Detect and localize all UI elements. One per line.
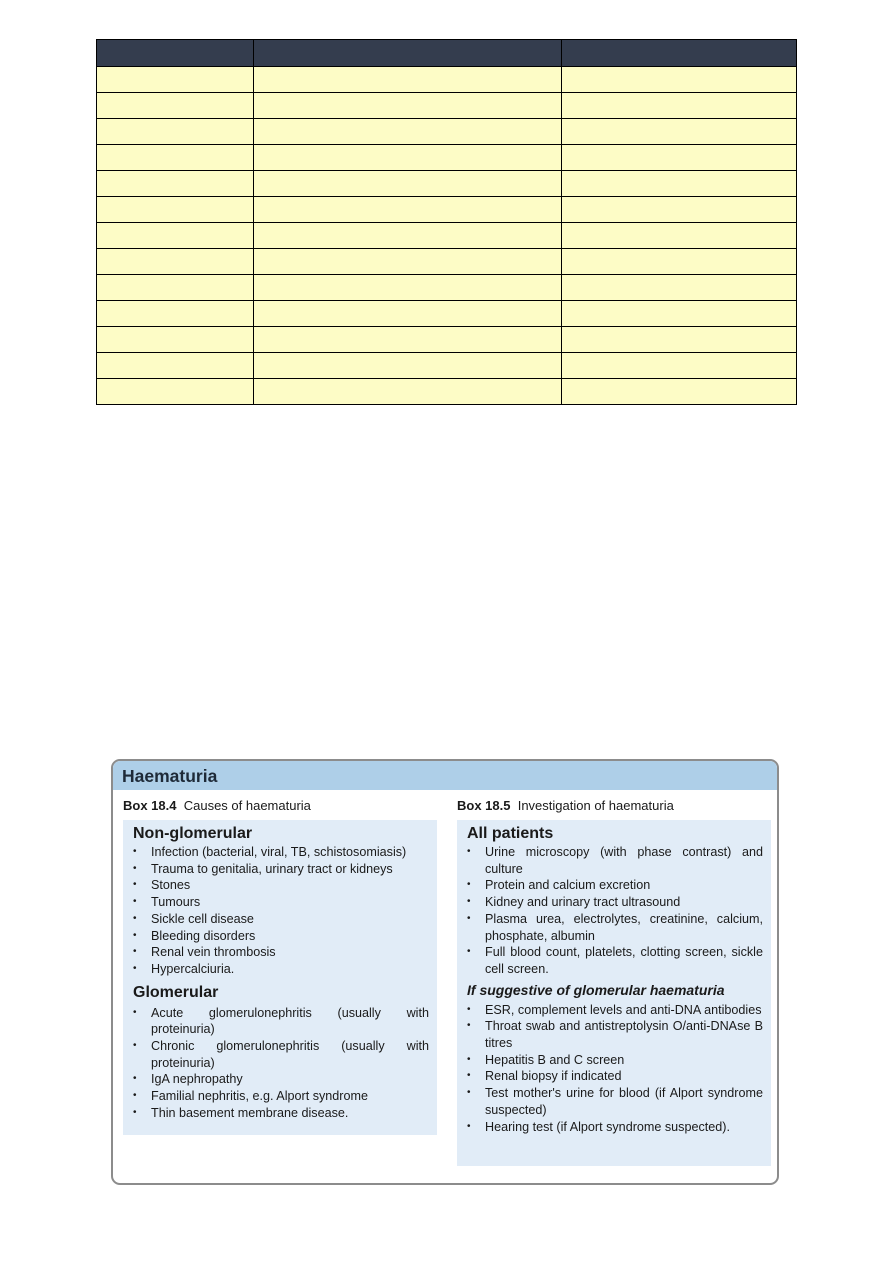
box-causes — [123, 797, 437, 1135]
table-cell — [97, 275, 254, 301]
table-cell — [254, 301, 562, 327]
list-item: • Trauma to genitalia, urinary tract or kidneys — [133, 861, 429, 878]
box-number: Box 18.5 — [457, 798, 511, 813]
box-number: Box 18.4 — [123, 798, 177, 813]
haematuria-panel — [111, 759, 779, 1185]
table-cell — [254, 223, 562, 249]
table-cell — [254, 67, 562, 93]
list-item: • Kidney and urinary tract ultrasound — [467, 894, 763, 911]
table-row — [97, 249, 797, 275]
table-cell — [97, 379, 254, 405]
table-cell — [97, 119, 254, 145]
box-caption — [123, 797, 437, 814]
table-header-cell — [562, 40, 797, 67]
table-row — [97, 379, 797, 405]
bullet-list — [133, 844, 429, 978]
box-body — [123, 820, 437, 1135]
list-item: • Thin basement membrane disease. — [133, 1105, 429, 1122]
table-row — [97, 327, 797, 353]
table-cell — [562, 197, 797, 223]
list-item: • Familial nephritis, e.g. Alport syndrome — [133, 1088, 429, 1105]
list-item: • Hepatitis B and C screen — [467, 1052, 763, 1069]
list-item: • Plasma urea, electrolytes, creatinine, calcium, phosphate, albumin — [467, 911, 763, 944]
list-item: • Urine microscopy (with phase contrast) and culture — [467, 844, 763, 877]
list-item: • IgA nephropathy — [133, 1071, 429, 1088]
table-row — [97, 301, 797, 327]
table-cell — [97, 353, 254, 379]
empty-table — [96, 39, 797, 405]
panel-title: Haematuria — [113, 761, 777, 790]
table-cell — [562, 353, 797, 379]
table-header-cell — [254, 40, 562, 67]
list-item: • Renal biopsy if indicated — [467, 1068, 763, 1085]
table-cell — [254, 379, 562, 405]
section-heading: Non-glomerular — [133, 825, 253, 842]
table-cell — [97, 327, 254, 353]
list-item: • Acute glomerulonephritis (usually with proteinuria) — [133, 1005, 429, 1038]
table-cell — [254, 145, 562, 171]
box-title: Investigation of haematuria — [517, 798, 674, 813]
table-cell — [562, 379, 797, 405]
list-item: • ESR, complement levels and anti-DNA antibodies — [467, 1002, 763, 1019]
list-item: • Hearing test (if Alport syndrome suspected). — [467, 1119, 763, 1136]
list-item: • Test mother's urine for blood (if Alport syndrome suspected) — [467, 1085, 763, 1118]
table-cell — [254, 275, 562, 301]
list-item: • Stones — [133, 877, 429, 894]
box-investigation — [457, 797, 771, 1166]
bullet-list — [467, 844, 763, 978]
table-cell — [97, 249, 254, 275]
bullet-list — [467, 1002, 763, 1136]
table-cell — [254, 93, 562, 119]
list-item: • Sickle cell disease — [133, 911, 429, 928]
table-row — [97, 171, 797, 197]
list-item: • Protein and calcium excretion — [467, 877, 763, 894]
table-cell — [562, 249, 797, 275]
list-item: • Chronic glomerulonephritis (usually with proteinuria) — [133, 1038, 429, 1071]
table-cell — [254, 197, 562, 223]
table-row — [97, 197, 797, 223]
list-item: • Hypercalciuria. — [133, 961, 429, 978]
table-row — [97, 223, 797, 249]
list-item: • Full blood count, platelets, clotting screen, sickle cell screen. — [467, 944, 763, 977]
table-cell — [562, 145, 797, 171]
list-item: • Throat swab and antistreptolysin O/anti-DNAse B titres — [467, 1018, 763, 1051]
table-row — [97, 119, 797, 145]
table-header-row — [97, 40, 797, 67]
bullet-list — [133, 1005, 429, 1122]
table-cell — [562, 93, 797, 119]
table-row — [97, 275, 797, 301]
table-cell — [97, 67, 254, 93]
list-item: • Bleeding disorders — [133, 928, 429, 945]
section-heading: All patients — [467, 825, 554, 842]
table-cell — [254, 119, 562, 145]
table-cell — [254, 249, 562, 275]
section-heading: If suggestive of glomerular haematuria — [467, 981, 725, 998]
table-row — [97, 353, 797, 379]
table-row — [97, 93, 797, 119]
table-cell — [97, 197, 254, 223]
table-cell — [254, 171, 562, 197]
table-body — [97, 67, 797, 405]
table-cell — [562, 67, 797, 93]
table-cell — [562, 275, 797, 301]
table-cell — [97, 93, 254, 119]
box-body — [457, 820, 771, 1166]
table-cell — [562, 301, 797, 327]
table-cell — [562, 223, 797, 249]
box-title: Causes of haematuria — [183, 798, 311, 813]
table-header-cell — [97, 40, 254, 67]
section-heading: Glomerular — [133, 983, 219, 1001]
list-item: • Renal vein thrombosis — [133, 944, 429, 961]
table-cell — [97, 171, 254, 197]
table-row — [97, 145, 797, 171]
table-cell — [254, 327, 562, 353]
list-item: • Infection (bacterial, viral, TB, schistosomiasis) — [133, 844, 429, 861]
table-cell — [254, 353, 562, 379]
table-cell — [562, 171, 797, 197]
table-cell — [562, 327, 797, 353]
table-row — [97, 67, 797, 93]
table-cell — [97, 223, 254, 249]
box-caption — [457, 797, 771, 814]
table-cell — [562, 119, 797, 145]
table-cell — [97, 145, 254, 171]
table-cell — [97, 301, 254, 327]
list-item: • Tumours — [133, 894, 429, 911]
